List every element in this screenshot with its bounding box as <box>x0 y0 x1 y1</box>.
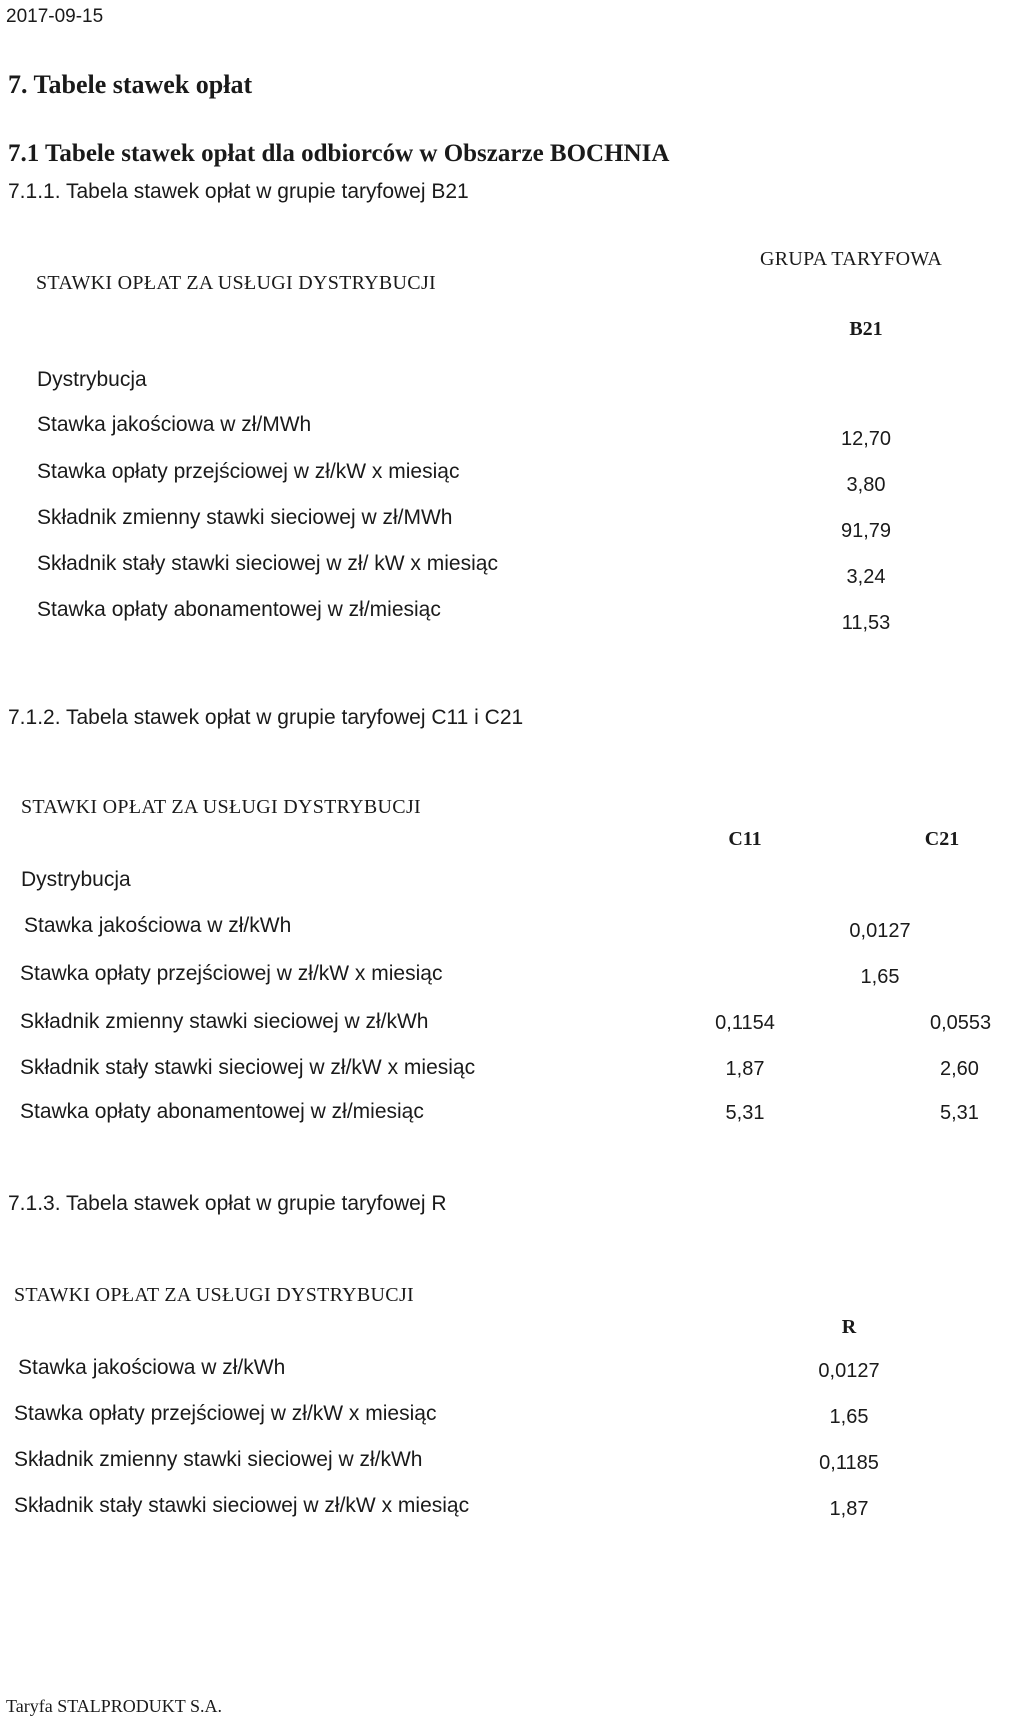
row-label: Stawka jakościowa w zł/kWh <box>24 914 292 937</box>
row-label: Stawka jakościowa w zł/kWh <box>18 1356 286 1379</box>
row-label: Stawka opłaty abonamentowej w zł/miesiąc <box>20 1100 424 1123</box>
row-label: Stawka opłaty abonamentowej w zł/miesiąc <box>37 598 441 621</box>
table-b21-header: STAWKI OPŁAT ZA USŁUGI DYSTRYBUCJI <box>36 272 436 294</box>
row-value-c11: 0,1154 <box>715 1012 775 1034</box>
section-title: 7. Tabele stawek opłat <box>8 70 253 99</box>
row-label: Składnik zmienny stawki sieciowej w zł/kWh <box>14 1448 423 1471</box>
table-b21-caption: 7.1.1. Tabela stawek opłat w grupie taryfowej B21 <box>8 180 469 203</box>
row-label: Składnik stały stawki sieciowej w zł/kW x miesiąc <box>14 1494 470 1517</box>
row-value-shared: 1,65 <box>860 966 900 988</box>
table-r-header: STAWKI OPŁAT ZA USŁUGI DYSTRYBUCJI <box>14 1284 414 1306</box>
table-r-caption: 7.1.3. Tabela stawek opłat w grupie taryfowej R <box>8 1192 447 1215</box>
footer-text: Taryfa STALPRODUKT S.A. <box>6 1696 222 1716</box>
subsection-title: 7.1 Tabele stawek opłat dla odbiorców w Obszarze BOCHNIA <box>8 140 670 167</box>
column-header-r: R <box>841 1316 857 1338</box>
row-value: 1,87 <box>829 1498 869 1520</box>
column-header-b21: B21 <box>849 318 883 340</box>
row-label: Składnik stały stawki sieciowej w zł/ kW x miesiąc <box>37 552 498 575</box>
row-value-c11: 1,87 <box>725 1058 765 1080</box>
row-value: 11,53 <box>841 612 891 634</box>
row-label: Stawka jakościowa w zł/MWh <box>37 413 312 436</box>
row-value-c21: 2,60 <box>940 1058 979 1080</box>
row-value-shared: 0,0127 <box>849 920 911 942</box>
row-label: Składnik stały stawki sieciowej w zł/kW x miesiąc <box>20 1056 476 1079</box>
row-value: 12,70 <box>840 428 892 450</box>
table-c11-c21-caption: 7.1.2. Tabela stawek opłat w grupie taryfowej C11 i C21 <box>8 706 524 729</box>
row-value-c21: 0,0553 <box>930 1012 992 1034</box>
row-value: 0,0127 <box>818 1360 880 1382</box>
row-value: 3,24 <box>846 566 886 588</box>
row-value-c11: 5,31 <box>725 1102 765 1124</box>
row-value: 91,79 <box>840 520 892 542</box>
row-label: Stawka opłaty przejściowej w zł/kW x miesiąc <box>37 460 460 483</box>
row-value-c21: 5,31 <box>940 1102 979 1124</box>
column-header-c21: C21 <box>924 828 960 850</box>
section-label-dystrybucja: Dystrybucja <box>21 868 131 891</box>
table-c11-c21-header: STAWKI OPŁAT ZA USŁUGI DYSTRYBUCJI <box>21 796 421 818</box>
group-label: GRUPA TARYFOWA <box>760 248 943 270</box>
row-value: 3,80 <box>846 474 886 496</box>
row-label: Stawka opłaty przejściowej w zł/kW x miesiąc <box>14 1402 437 1425</box>
row-value: 0,1185 <box>819 1452 879 1474</box>
row-label: Stawka opłaty przejściowej w zł/kW x miesiąc <box>20 962 443 985</box>
column-header-c11: C11 <box>728 828 762 850</box>
row-value: 1,65 <box>829 1406 869 1428</box>
section-label-dystrybucja: Dystrybucja <box>37 368 147 391</box>
row-label: Składnik zmienny stawki sieciowej w zł/MWh <box>37 506 453 529</box>
row-label: Składnik zmienny stawki sieciowej w zł/kWh <box>20 1010 429 1033</box>
document-date: 2017-09-15 <box>6 6 104 27</box>
